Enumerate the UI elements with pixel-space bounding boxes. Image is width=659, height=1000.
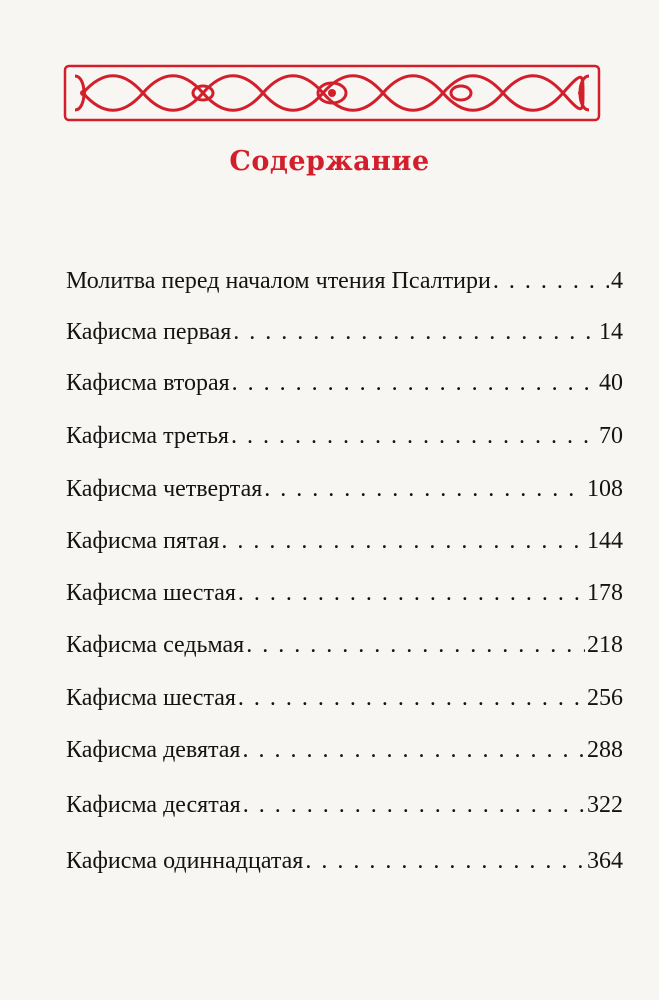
toc-entry[interactable] [66,792,623,828]
toc-entry-title: Кафисма седьмая [66,632,245,658]
dot-leader [238,685,585,712]
toc-entry-page: 322 [587,792,623,818]
toc-entry-title: Молитва перед началом чтения Псалтири [66,268,491,294]
toc-entry[interactable] [66,370,623,406]
toc-entry-title: Кафисма девятая [66,737,241,763]
dot-leader [493,268,609,295]
toc-entry[interactable] [66,580,623,616]
toc-entry[interactable] [66,319,623,355]
dot-leader [233,319,597,346]
toc-entry-page: 256 [587,685,623,711]
toc-entry-page: 4 [611,268,623,294]
toc-entry-title: Кафисма шестая [66,580,236,606]
toc-entry-title: Кафисма одиннадцатая [66,848,304,874]
toc-entry-page: 288 [587,737,623,763]
toc-entry-title: Кафисма первая [66,319,232,345]
toc-entry[interactable] [66,423,623,459]
toc-entry[interactable] [66,528,623,564]
dot-leader [264,476,585,503]
dot-leader [221,528,585,555]
toc-entry-title: Кафисма десятая [66,792,241,818]
toc-entry[interactable] [66,268,623,304]
toc-entry-page: 40 [599,370,623,396]
toc-entry-page: 178 [587,580,623,606]
toc-entry[interactable] [66,632,623,668]
toc-entry-title: Кафисма четвертая [66,476,263,502]
toc-entry-page: 14 [599,319,623,345]
toc-entry-page: 218 [587,632,623,658]
dot-leader [246,632,585,659]
toc-entry-title: Кафисма шестая [66,685,236,711]
toc-entry[interactable] [66,685,623,721]
page-title: Содержание [229,146,430,177]
dot-leader [232,370,597,397]
toc-entry-page: 364 [587,848,623,874]
toc-entry-title: Кафисма пятая [66,528,220,554]
toc-entry-title: Кафисма вторая [66,370,230,396]
toc-entry-page: 70 [599,423,623,449]
toc-entry[interactable] [66,737,623,773]
dot-leader [242,737,585,764]
toc-entry[interactable] [66,848,623,884]
dot-leader [243,792,585,819]
toc-entry[interactable] [66,476,623,512]
toc-entry-page: 144 [587,528,623,554]
dot-leader [305,848,585,875]
dot-leader [231,423,597,450]
toc-entry-page: 108 [587,476,623,502]
dot-leader [238,580,585,607]
toc-entry-title: Кафисма третья [66,423,229,449]
